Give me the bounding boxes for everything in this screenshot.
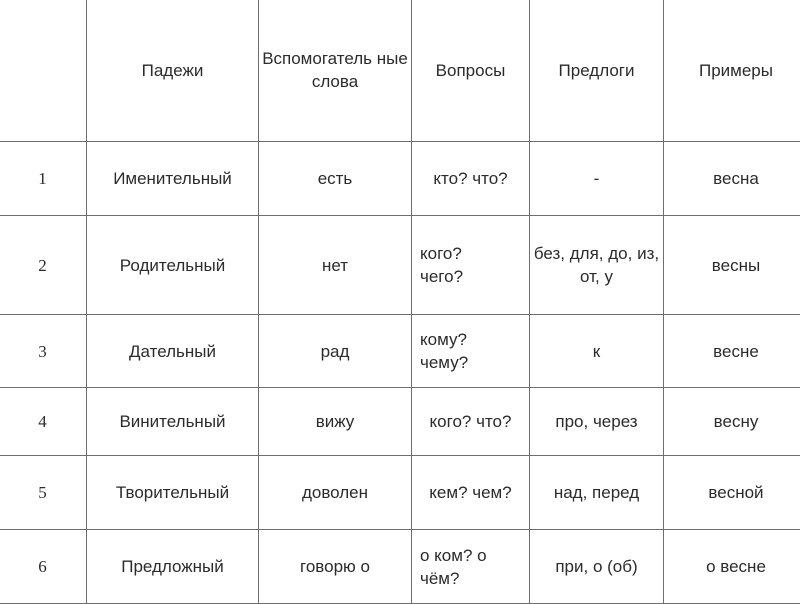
case-prepositions: к <box>530 315 664 388</box>
aux-word: нет <box>259 216 412 315</box>
row-number: 2 <box>0 216 87 315</box>
header-examples: Примеры <box>664 0 800 142</box>
case-prepositions: - <box>530 142 664 216</box>
table-row <box>0 142 800 216</box>
case-prepositions: при, о (об) <box>530 530 664 604</box>
aux-word: рад <box>259 315 412 388</box>
case-name: Родительный <box>87 216 259 315</box>
case-name: Творительный <box>87 456 259 530</box>
case-prepositions: над, перед <box>530 456 664 530</box>
header-row <box>0 0 800 142</box>
aux-word: вижу <box>259 388 412 456</box>
aux-word: доволен <box>259 456 412 530</box>
row-number: 6 <box>0 530 87 604</box>
row-number: 5 <box>0 456 87 530</box>
case-questions: кому? чему? <box>412 315 530 388</box>
case-questions: о ком? о чём? <box>412 530 530 604</box>
case-name: Дательный <box>87 315 259 388</box>
case-example: весной <box>664 456 800 530</box>
case-questions: кто? что? <box>412 142 530 216</box>
case-name: Именительный <box>87 142 259 216</box>
table-row <box>0 388 800 456</box>
table-row <box>0 456 800 530</box>
case-example: весне <box>664 315 800 388</box>
case-name: Предложный <box>87 530 259 604</box>
table-row <box>0 216 800 315</box>
table-row <box>0 530 800 604</box>
case-example: о весне <box>664 530 800 604</box>
table-row <box>0 315 800 388</box>
header-aux-words: Вспомогатель ные слова <box>259 0 412 142</box>
case-questions: кого? что? <box>412 388 530 456</box>
header-case: Падежи <box>87 0 259 142</box>
case-prepositions: без, для, до, из, от, у <box>530 216 664 315</box>
case-prepositions: про, через <box>530 388 664 456</box>
row-number: 4 <box>0 388 87 456</box>
header-prepositions: Предлоги <box>530 0 664 142</box>
case-questions: кем? чем? <box>412 456 530 530</box>
header-number <box>0 0 87 142</box>
row-number: 3 <box>0 315 87 388</box>
case-name: Винительный <box>87 388 259 456</box>
case-questions: кого? чего? <box>412 216 530 315</box>
row-number: 1 <box>0 142 87 216</box>
case-example: весну <box>664 388 800 456</box>
case-example: весна <box>664 142 800 216</box>
header-questions: Вопросы <box>412 0 530 142</box>
aux-word: есть <box>259 142 412 216</box>
aux-word: говорю о <box>259 530 412 604</box>
case-example: весны <box>664 216 800 315</box>
